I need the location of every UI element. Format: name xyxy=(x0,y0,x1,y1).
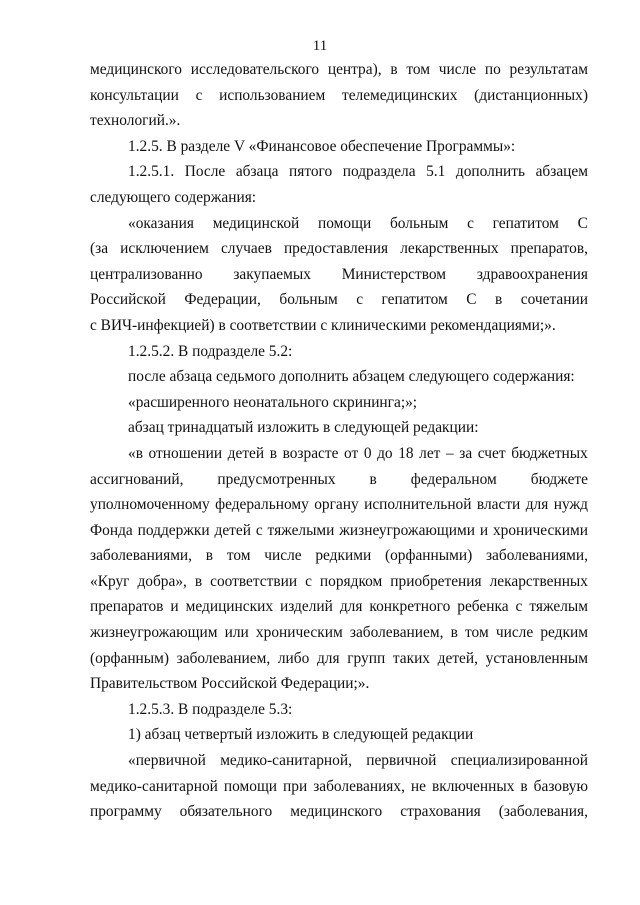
text-line: после абзаца седьмого дополнить абзацем следующего содержания: xyxy=(128,368,575,386)
paragraph xyxy=(90,211,588,339)
paragraph xyxy=(90,159,588,210)
text-line: «Круг добра», в соответствии с порядком приобретения лекарственных xyxy=(90,572,588,590)
paragraph xyxy=(90,57,588,134)
text-line: централизованно закупаемых Министерством здравоохранения xyxy=(90,265,588,283)
text-line: уполномоченному федеральному органу исполнительной власти для нужд xyxy=(90,496,588,514)
text-line: абзац тринадцатый изложить в следующей редакции: xyxy=(128,419,479,437)
text-line: «первичной медико-санитарной, первичной специализированной xyxy=(128,752,588,770)
text-line: с ВИЧ-инфекцией) в соответствии с клиническими рекомендациями;». xyxy=(90,316,556,334)
text-line: препаратов и медицинских изделий для конкретного ребенка с тяжелым xyxy=(90,598,588,616)
text-line: «оказания медицинской помощи больным с гепатитом С xyxy=(128,214,588,232)
text-line: программу обязательного медицинского страхования (заболевания, xyxy=(90,803,588,821)
text-line: 1.2.5.1. После абзаца пятого подраздела 5.1 дополнить абзацем xyxy=(128,163,588,181)
text-line: Фонда поддержки детей с тяжелыми жизнеугрожающими и хроническими xyxy=(90,521,588,539)
paragraph xyxy=(90,415,588,441)
paragraph xyxy=(90,134,588,160)
text-line: (орфанным) заболеванием, либо для групп таких детей, установленным xyxy=(90,649,588,667)
text-line: 1.2.5.2. В подразделе 5.2: xyxy=(128,342,293,360)
paragraph xyxy=(90,390,588,416)
paragraph xyxy=(90,339,588,365)
text-line: медико-санитарной помощи при заболеваниях, не включенных в базовую xyxy=(90,777,588,795)
text-line: 1.2.5. В разделе V «Финансовое обеспечение Программы»: xyxy=(128,137,516,155)
text-line: технологий.». xyxy=(90,112,181,130)
text-line: Российской Федерации, больным с гепатитом С в сочетании xyxy=(90,291,588,309)
paragraph xyxy=(90,748,588,825)
paragraph xyxy=(90,364,588,390)
text-line: 1.2.5.3. В подразделе 5.3: xyxy=(128,700,293,718)
text-line: (за исключением случаев предоставления лекарственных препаратов, xyxy=(90,240,588,258)
text-line: «в отношении детей в возрасте от 0 до 18 лет – за счет бюджетных xyxy=(128,444,588,462)
paragraph xyxy=(90,441,588,697)
text-line: Правительством Российской Федерации;». xyxy=(90,675,370,693)
text-line: 1) абзац четвертый изложить в следующей редакции xyxy=(128,726,474,744)
document-body xyxy=(90,57,588,825)
page-number: 11 xyxy=(312,38,328,54)
paragraph xyxy=(90,722,588,748)
text-line: следующего содержания: xyxy=(90,188,257,206)
paragraph xyxy=(90,697,588,723)
text-line: «расширенного неонатального скрининга;»; xyxy=(128,393,418,411)
text-line: заболеваниями, в том числе редкими (орфанными) заболеваниями, xyxy=(90,547,588,565)
text-line: консультации с использованием телемедицинских (дистанционных) xyxy=(90,86,588,104)
text-line: жизнеугрожающим или хроническим заболеванием, в том числе редким xyxy=(90,624,588,642)
text-line: ассигнований, предусмотренных в федеральном бюджете xyxy=(90,470,588,488)
text-line: медицинского исследовательского центра), в том числе по результатам xyxy=(90,61,588,78)
